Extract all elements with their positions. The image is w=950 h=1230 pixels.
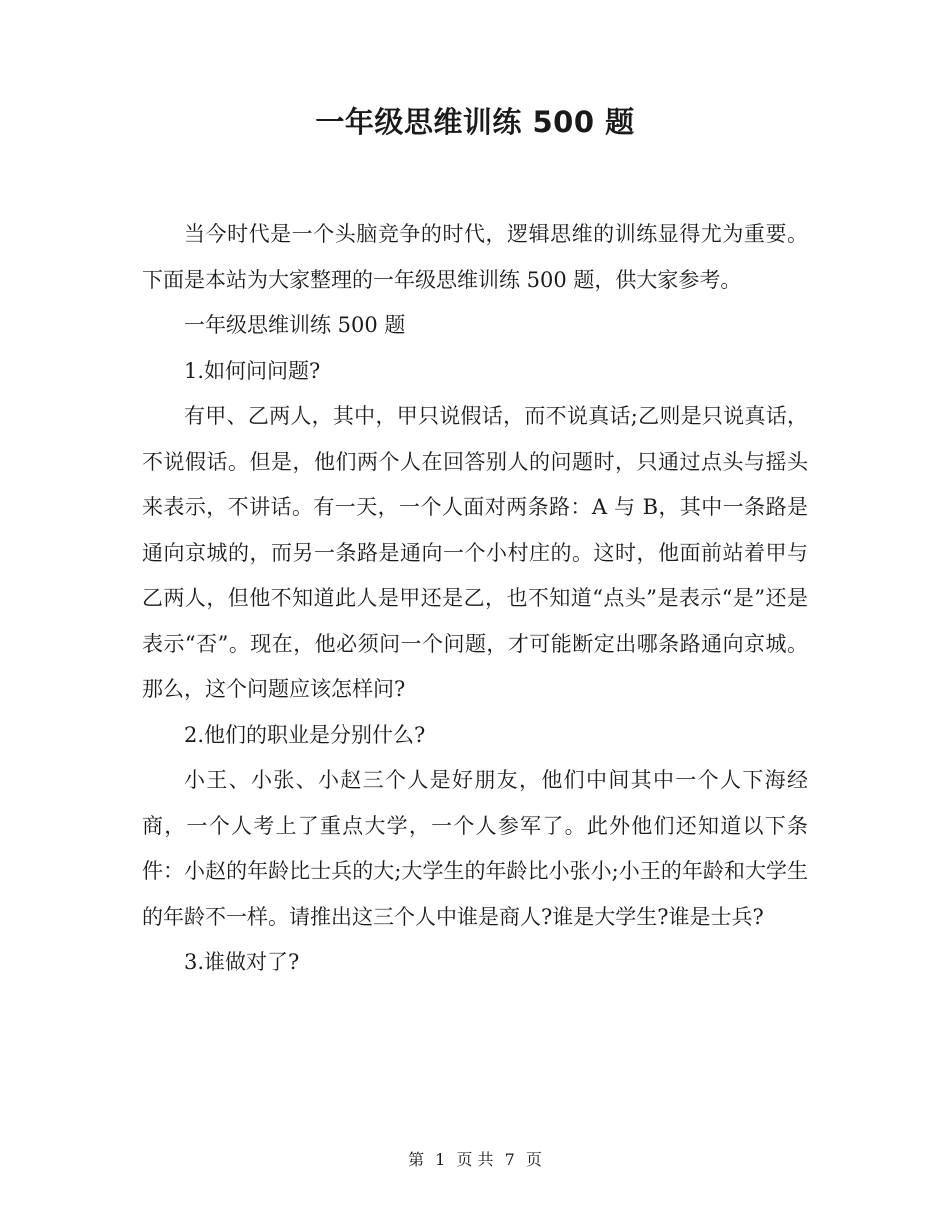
question-2-title: 2.他们的职业是分别什么?	[184, 722, 426, 747]
page-label-prefix: 第	[408, 1150, 425, 1169]
intro-paragraph: 当今时代是一个头脑竞争的时代，逻辑思维的训练显得尤为重要。下面是本站为大家整理的一年级思维训练 500 题，供大家参考。	[142, 222, 808, 292]
document-body	[142, 212, 808, 986]
total-pages-number: 7	[504, 1150, 515, 1169]
section-heading: 一年级思维训练 500 题	[184, 313, 406, 337]
page-title: 一年级思维训练 500 题	[315, 105, 635, 139]
page-label-mid: 页 共	[456, 1150, 494, 1169]
page-footer	[0, 1148, 950, 1172]
question-1-title: 1.如何问问题?	[184, 358, 321, 383]
question-1-body: 有甲、乙两人，其中，甲只说假话，而不说真话;乙则是只说真话，不说假话。但是，他们两个人在回答别人的问题时，只通过点头与摇头来表示，不讲话。有一天，一个人面对两条路：A 与 B，其中一条路是通向京城的，而另一条路是通向一个小村庄的。这时，他面前站着甲与乙两人，但他不知道此人是甲还是乙，也不知道“点头”是表示“是”还是表示“否”。现在，他必须问一个问题，才可能断定出哪条路通向京城。那么，这个问题应该怎样问?	[142, 404, 808, 701]
current-page-number: 1	[435, 1150, 446, 1169]
question-3-title: 3.谁做对了?	[184, 950, 300, 974]
page-label-suffix: 页	[525, 1150, 542, 1169]
question-2-body: 小王、小张、小赵三个人是好朋友，他们中间其中一个人下海经商，一个人考上了重点大学，一个人参军了。此外他们还知道以下条件：小赵的年龄比士兵的大;大学生的年龄比小张小;小王的年龄和大学生的年龄不一样。请推出这三个人中谁是商人?谁是大学生?谁是士兵?	[142, 768, 808, 929]
